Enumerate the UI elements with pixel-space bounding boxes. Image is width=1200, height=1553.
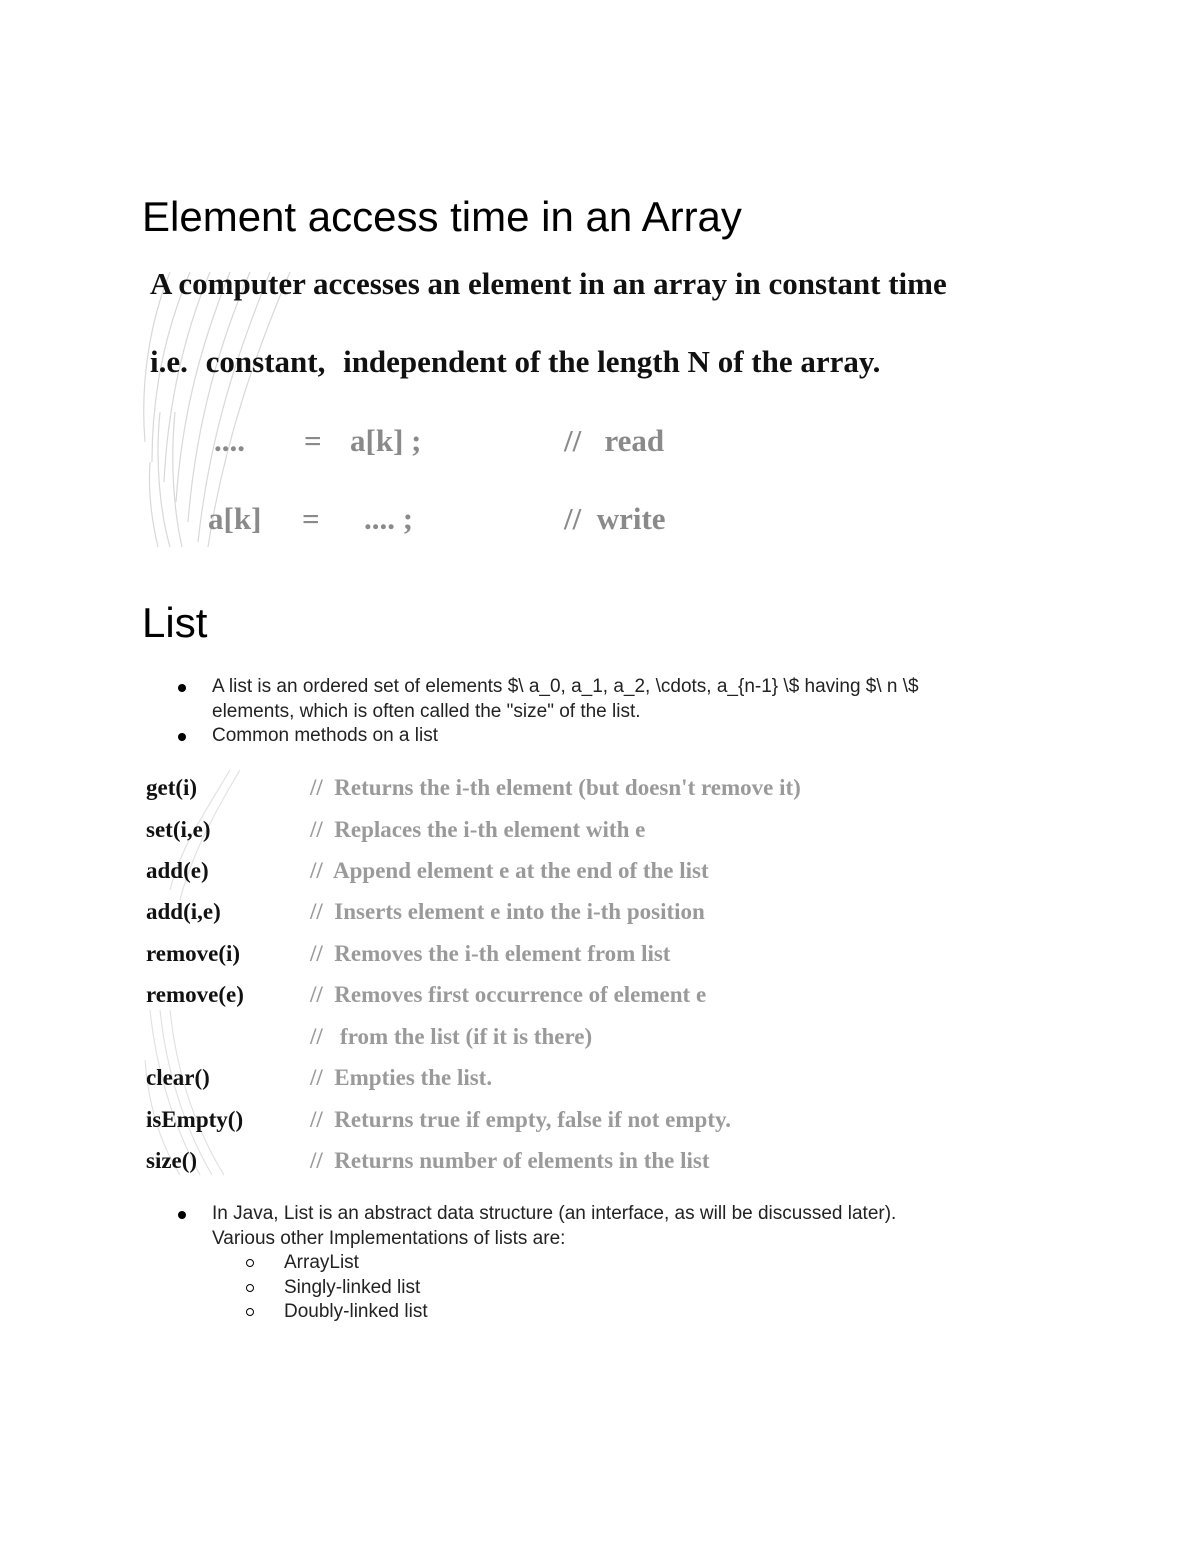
method-name: clear() (146, 1065, 210, 1090)
list-item (178, 724, 1058, 749)
implementation-item (212, 1300, 1058, 1325)
method-comment: // Empties the list. (310, 1065, 493, 1090)
implementation-label: Singly-linked list (284, 1276, 421, 1298)
list-item (178, 675, 1058, 724)
read-eq: = (304, 423, 322, 458)
circle-bullet-icon (246, 1308, 254, 1316)
method-comment: // from the list (if it is there) (310, 1024, 593, 1049)
implementation-item (212, 1251, 1058, 1276)
method-comment: // Returns the i-th element (but doesn't remove it) (310, 775, 801, 800)
read-rhs: a[k] ; (350, 423, 422, 458)
write-eq: = (302, 501, 320, 536)
method-name: set(i,e) (146, 817, 211, 842)
constant-text: constant, (205, 344, 326, 379)
implementation-item (212, 1276, 1058, 1301)
list-item (178, 1202, 1058, 1325)
circle-bullet-icon (246, 1284, 254, 1292)
implementations-list (212, 1251, 1058, 1325)
bullet-icon (178, 684, 186, 692)
ie-text: i.e. (150, 344, 188, 379)
read-lhs: .... (214, 423, 245, 458)
method-name: add(i,e) (146, 899, 221, 924)
slide-line-ie (150, 346, 880, 377)
list-definition-text-cont: elements, which is often called the "size" of the list. (212, 700, 641, 722)
method-name: get(i) (146, 775, 198, 800)
implementation-label: ArrayList (284, 1252, 359, 1273)
method-name: add(e) (146, 858, 209, 883)
method-comment: // Removes the i-th element from list (310, 941, 671, 966)
write-lhs: a[k] (208, 501, 262, 536)
heading-list: List (142, 599, 208, 646)
independent-text: independent of the length N of the array. (343, 344, 881, 379)
method-name: size() (146, 1148, 198, 1173)
implementation-label: Doubly-linked list (284, 1301, 428, 1322)
list-definition-text: A list is an ordered set of elements $\ a_0, a_1, a_2, \cdots, a_{n-1} \$ having $\ n \$ (212, 676, 919, 697)
method-comment: // Append element e at the end of the list (310, 858, 709, 883)
method-comment: // Inserts element e into the i-th position (310, 899, 705, 924)
java-list-bullets (178, 1202, 1058, 1325)
heading-array-access: Element access time in an Array (142, 193, 742, 240)
java-list-text-cont: Various other Implementations of lists are: (212, 1227, 566, 1249)
common-methods-text: Common methods on a list (212, 725, 438, 746)
method-comment: // Removes first occurrence of element e (310, 982, 707, 1007)
bullet-icon (178, 733, 186, 741)
write-comment: // write (564, 501, 666, 536)
method-comment: // Returns number of elements in the list (310, 1148, 710, 1173)
method-comment: // Returns true if empty, false if not empty. (310, 1107, 731, 1132)
method-comment: // Replaces the i-th element with e (310, 817, 646, 842)
method-name: isEmpty() (146, 1107, 244, 1132)
circle-bullet-icon (246, 1259, 254, 1267)
read-comment: // read (564, 423, 665, 458)
write-rhs: .... ; (364, 501, 414, 536)
list-intro-bullets (178, 675, 1058, 749)
method-name: remove(i) (146, 941, 241, 966)
slide-line-constant-time: A computer accesses an element in an array in constant time (150, 266, 947, 301)
method-name: remove(e) (146, 982, 244, 1007)
java-list-text: In Java, List is an abstract data structure (an interface, as will be discussed later). (212, 1203, 897, 1224)
bullet-icon (178, 1211, 186, 1219)
